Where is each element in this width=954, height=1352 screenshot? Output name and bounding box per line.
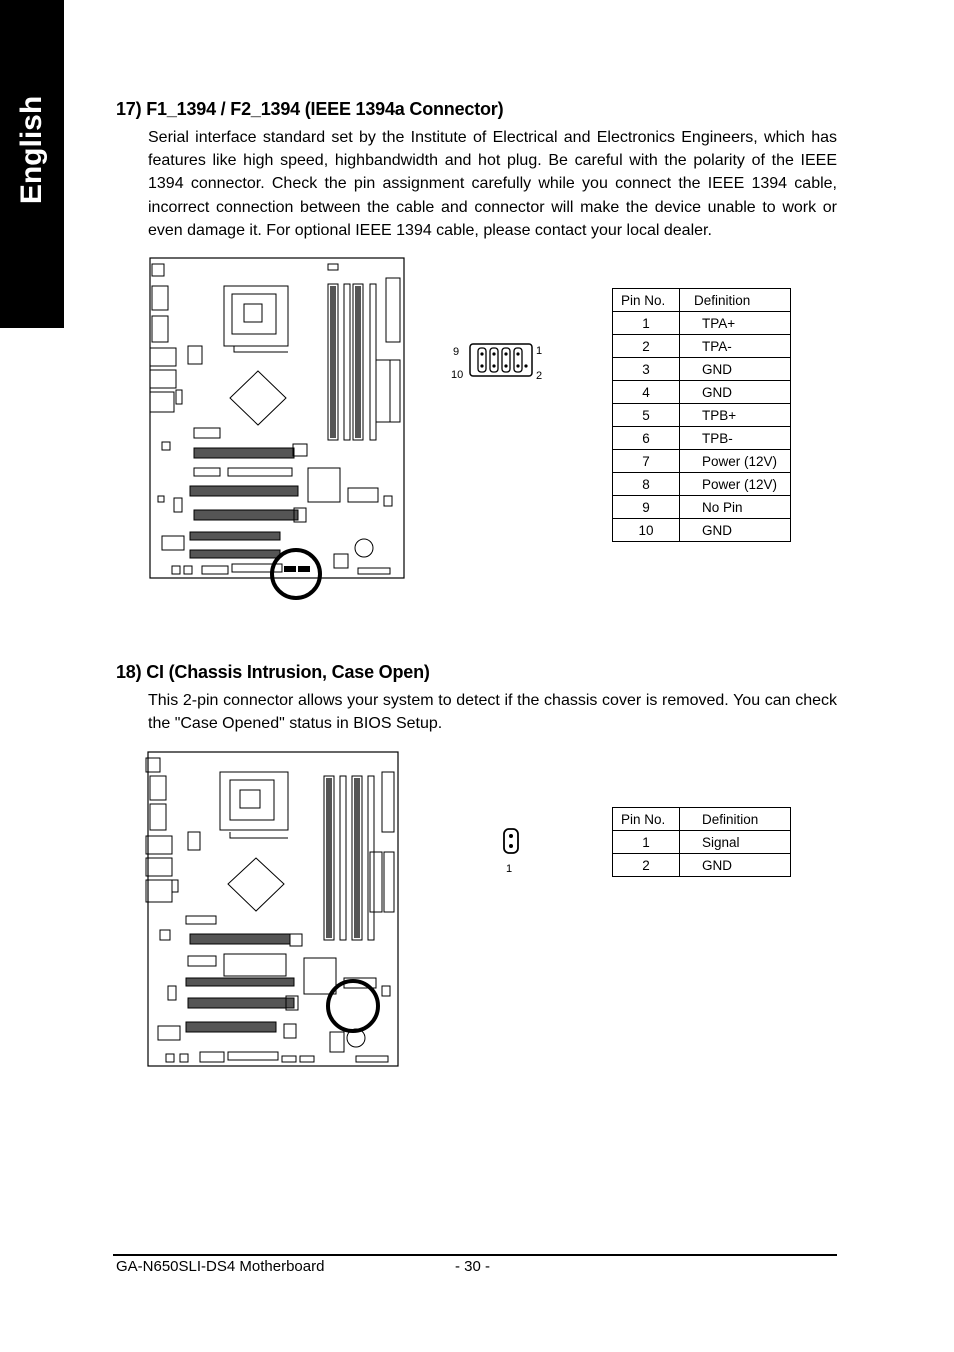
- pin-def: GND: [680, 519, 791, 542]
- pin-no: 8: [613, 473, 680, 496]
- ieee1394-pin-table: [612, 288, 791, 542]
- pin-def: GND: [680, 358, 791, 381]
- pin-no: 7: [613, 450, 680, 473]
- footer-page-number: - 30 -: [455, 1258, 491, 1275]
- pin-no: 2: [613, 854, 680, 877]
- pin-no: 3: [613, 358, 680, 381]
- ieee1394-connector-diagram: [448, 336, 552, 386]
- pin-no: 6: [613, 427, 680, 450]
- conn-label-9: 9: [453, 346, 460, 358]
- table-row: [613, 496, 791, 519]
- pin-def: TPA-: [680, 335, 791, 358]
- section-18-title: 18) CI (Chassis Intrusion, Case Open): [116, 662, 430, 682]
- pin-def: GND: [680, 381, 791, 404]
- motherboard-diagram-1394: [148, 256, 408, 601]
- header-pin-no: Pin No.: [613, 808, 680, 831]
- section-17-body: Serial interface standard set by the Institute of Electrical and Electronics Engineers, which has features like high speed, highbandwidth and hot plug. Be careful with the polarity of the IEEE 1394 connector. Check the pin assignment carefully while you connect the IEEE 1394 cable, incorrect connection between the cable and connector will make the device unable to work or even damage it. For optional IEEE 1394 cable, please contact your local dealer.: [148, 129, 837, 239]
- table-row: [613, 831, 791, 854]
- footer-model: GA-N650SLI-DS4 Motherboard: [116, 1258, 325, 1275]
- ci-pin-table: [612, 807, 791, 877]
- pin-def: Power (12V): [680, 450, 791, 473]
- pin-def: Power (12V): [680, 473, 791, 496]
- table-row: [613, 381, 791, 404]
- conn-label-1: 1: [536, 345, 543, 357]
- highlight-circle-1394: [272, 550, 320, 598]
- header-pin-no: Pin No.: [613, 289, 680, 312]
- pin-def: TPB-: [680, 427, 791, 450]
- header-definition: Definition: [680, 289, 791, 312]
- pin-def: Signal: [680, 831, 791, 854]
- ci-connector-diagram: [500, 826, 524, 878]
- table-row: [613, 854, 791, 877]
- pin-no: 1: [613, 312, 680, 335]
- section-17-title: 17) F1_1394 / F2_1394 (IEEE 1394a Connector): [116, 99, 504, 119]
- table-row: [613, 450, 791, 473]
- table-row: [613, 312, 791, 335]
- header-definition: Definition: [680, 808, 791, 831]
- table-header-row: [613, 289, 791, 312]
- language-tab: [0, 0, 64, 328]
- ci-conn-label-1: 1: [506, 863, 513, 875]
- section-18-body: This 2-pin connector allows your system to detect if the chassis cover is removed. You can check the "Case Opened" status in BIOS Setup.: [148, 692, 837, 733]
- pin-def: TPB+: [680, 404, 791, 427]
- conn-label-10: 10: [451, 369, 464, 381]
- table-header-row: [613, 808, 791, 831]
- table-row: [613, 519, 791, 542]
- motherboard-diagram-ci: [144, 748, 404, 1070]
- language-tab-label: English: [15, 95, 48, 205]
- pin-def: GND: [680, 854, 791, 877]
- pin-no: 4: [613, 381, 680, 404]
- table-row: [613, 427, 791, 450]
- table-row: [613, 335, 791, 358]
- pin-def: TPA+: [680, 312, 791, 335]
- table-row: [613, 358, 791, 381]
- pin-no: 9: [613, 496, 680, 519]
- pin-no: 10: [613, 519, 680, 542]
- pin-no: 5: [613, 404, 680, 427]
- pin-no: 2: [613, 335, 680, 358]
- conn-label-2: 2: [536, 370, 543, 382]
- pin-no: 1: [613, 831, 680, 854]
- footer-divider: [113, 1254, 837, 1256]
- pin-def: No Pin: [680, 496, 791, 519]
- table-row: [613, 404, 791, 427]
- table-row: [613, 473, 791, 496]
